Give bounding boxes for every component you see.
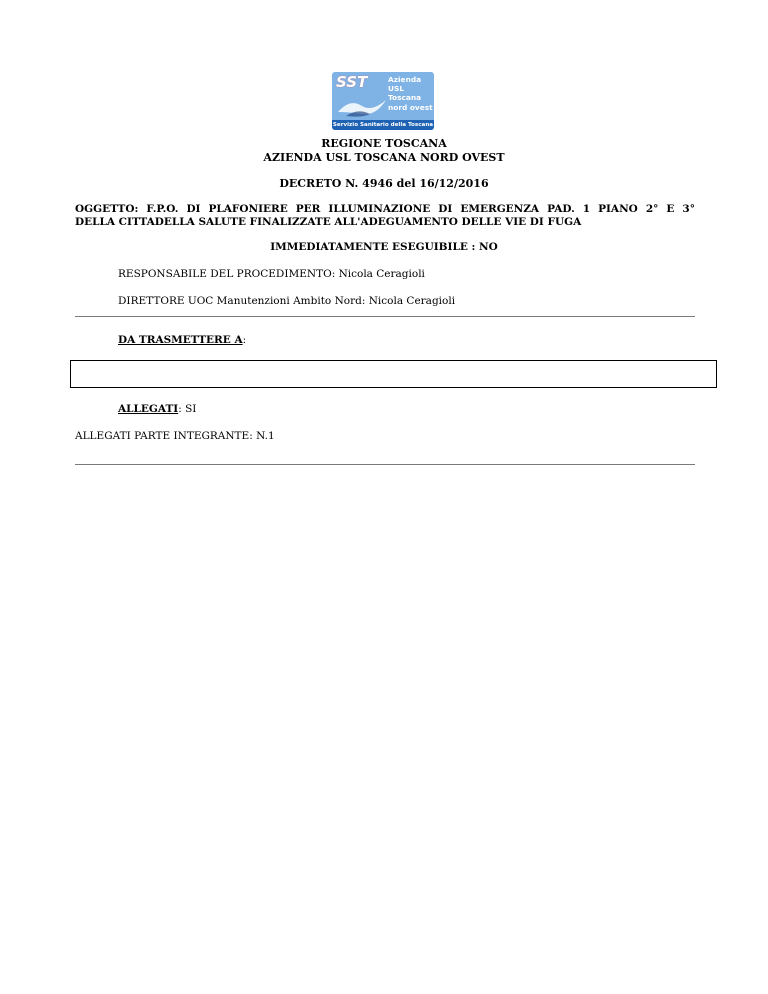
sst-logo bbox=[332, 72, 434, 130]
allegati-line bbox=[118, 403, 196, 415]
allegati-parte-integrante: ALLEGATI PARTE INTEGRANTE: N.1 bbox=[75, 430, 275, 442]
logo-org-line: Azienda bbox=[388, 75, 422, 84]
transmit-suffix: : bbox=[242, 334, 247, 346]
region-heading: REGIONE TOSCANA bbox=[321, 137, 447, 150]
transmit-recipients-box bbox=[70, 360, 717, 388]
divider-bottom bbox=[75, 464, 695, 465]
agency-heading: AZIENDA USL TOSCANA NORD OVEST bbox=[263, 151, 505, 164]
logo-brand: SST bbox=[336, 73, 368, 91]
divider-top bbox=[75, 316, 695, 317]
allegati-label: ALLEGATI bbox=[118, 403, 179, 415]
logo-org-line: USL bbox=[388, 84, 405, 94]
responsabile-line: RESPONSABILE DEL PROCEDIMENTO: Nicola Ceragioli bbox=[118, 268, 425, 280]
logo-org-line: nord ovest bbox=[388, 102, 433, 112]
allegati-suffix: : SI bbox=[178, 403, 197, 415]
subject-line-1: OGGETTO: F.P.O. DI PLAFONIERE PER ILLUMINAZIONE DI EMERGENZA PAD. 1 PIANO 2° E 3° bbox=[75, 203, 695, 215]
transmit-line bbox=[118, 334, 246, 346]
logo-org-line: Toscana bbox=[388, 93, 422, 103]
subject-line-2: DELLA CITTADELLA SALUTE FINALIZZATE ALL'ADEGUAMENTO DELLE VIE DI FUGA bbox=[75, 216, 582, 228]
immediate-execution: IMMEDIATAMENTE ESEGUIBILE : NO bbox=[270, 241, 498, 253]
direttore-line: DIRETTORE UOC Manutenzioni Ambito Nord: Nicola Ceragioli bbox=[118, 295, 456, 307]
logo-org-text bbox=[388, 75, 434, 112]
decree-heading: DECRETO N. 4946 del 16/12/2016 bbox=[279, 177, 489, 190]
bird-figure-icon bbox=[336, 90, 388, 120]
subject-block bbox=[75, 203, 695, 229]
logo-footer: Servizio Sanitario della Toscana bbox=[332, 122, 434, 128]
transmit-label: DA TRASMETTERE A bbox=[118, 334, 243, 346]
